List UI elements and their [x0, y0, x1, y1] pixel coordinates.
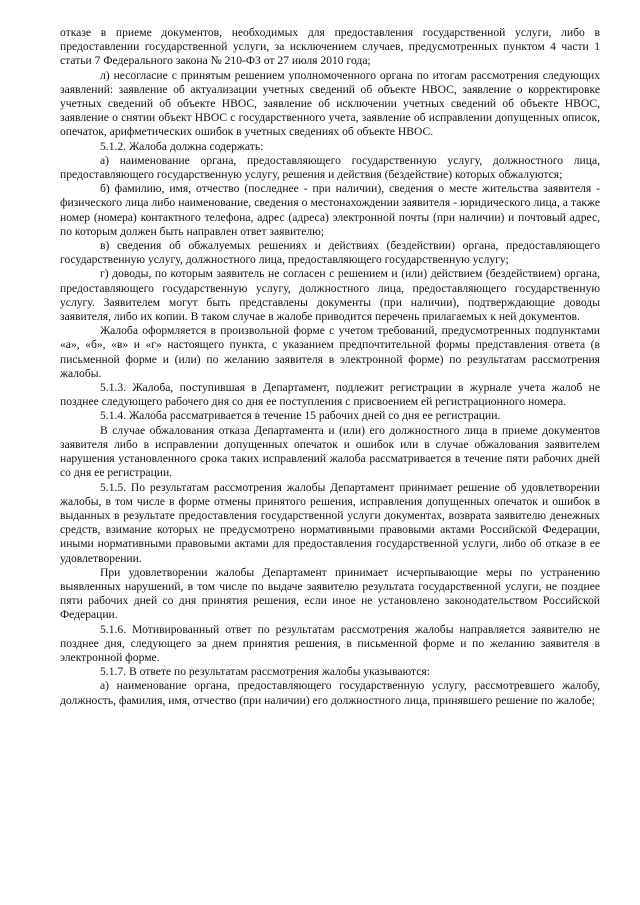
paragraph-5-1-3: 5.1.3. Жалоба, поступившая в Департамент, подлежит регистрации в журнале учета жалоб не позднее следующего рабочего дня со дня ее поступления с присвоением ей регистрационного номера.	[60, 381, 600, 409]
paragraph-5-1-2-v: в) сведения об обжалуемых решениях и действиях (бездействии) органа, предоставляющего государственную услугу, должностного лица, предоставляющего государственную услугу;	[60, 239, 600, 267]
paragraph-5-1-2-g: г) доводы, по которым заявитель не согласен с решением и (или) действием (бездействием) органа, предоставляющего государственную услугу, должностного лица, предоставляющего государственную услугу. Заявителем могут быть представлены документы (при наличии), подтверждающие доводы заявителя, либо их копии. В таком случае в жалобе приводится перечень прилагаемых к ней документов.	[60, 267, 600, 324]
document-page	[60, 26, 600, 708]
paragraph-5-1-7: 5.1.7. В ответе по результатам рассмотрения жалобы указываются:	[100, 665, 430, 679]
paragraph-complaint-form: Жалоба оформляется в произвольной форме с учетом требований, предусмотренных подпунктами «а», «б», «в» и «г» настоящего пункта, с указанием предпочтительной формы представления ответа (в письменной форме и (или) по желанию заявителя в электронной форме) по результатам рассмотрения жалобы.	[60, 324, 600, 380]
paragraph-5-1-2-b: б) фамилию, имя, отчество (последнее - при наличии), сведения о месте жительства заявителя - физического лица либо наименование, сведения о местонахождении заявителя - юридического лица, а также номер (номера) контактного телефона, адрес (адреса) электронной почты (при наличии) и почтовый адрес, по которым должен быть направлен ответ заявителю;	[60, 182, 600, 238]
paragraph-satisfaction-measures: При удовлетворении жалобы Департамент принимает исчерпывающие меры по устранению выявленных нарушений, в том числе по выдаче заявителю результата государственной услуги, не позднее пяти рабочих дней со дня принятия решения, если иное не установлено законодательством Российской Федерации.	[60, 565, 600, 622]
paragraph-5-1-2-a: а) наименование органа, предоставляющего государственную услугу, должностного лица, предоставляющего государственную услугу, решения и действия (бездействие) которых обжалуются;	[60, 153, 600, 182]
paragraph-item-l: л) несогласие с принятым решением уполномоченного органа по итогам рассмотрения следующих заявлений: заявление об актуализации учетных сведений об объекте НВОС, заявление о корректировке учетных сведений об объекте НВОС, заявление об исключении учетных сведений об объекте НВОС, заявление о снятии объект НВОС с государственного учета, заявление об исправлении допущенных описок, опечаток, арифметических ошибок в учетных сведениях об объекте НВОС.	[60, 68, 600, 139]
paragraph-refusal-continuation: отказе в приеме документов, необходимых для предоставления государственной услуги, либо в предоставлении государственной услуги, за исключением случаев, предусмотренных пунктом 4 части 1 статьи 7 Федерального закона № 210-ФЗ от 27 июля 2010 года;	[60, 26, 600, 68]
paragraph-5-1-5: 5.1.5. По результатам рассмотрения жалобы Департамент принимает решение об удовлетворении жалобы, в том числе в форме отмены принятого решения, исправления допущенных опечаток и ошибок в выданных в результате предоставления государственной услуги документах, возврата заявителю денежных средств, взимание которых не предусмотрено нормативными правовыми актами Российской Федерации, иными нормативными правовыми актами для предоставления государственной услуги, либо об отказе в ее удовлетворении.	[60, 480, 600, 565]
paragraph-refusal-appeal: В случае обжалования отказа Департамента и (или) его должностного лица в приеме документов заявителя либо в исправлении допущенных опечаток и ошибок или в случае обжалования заявителем нарушения установленного срока таких исправлений жалоба рассматривается в течение пяти рабочих дней со дня ее регистрации.	[60, 423, 600, 480]
paragraph-5-1-4: 5.1.4. Жалоба рассматривается в течение 15 рабочих дней со дня ее регистрации.	[100, 409, 501, 423]
paragraph-5-1-7-a: а) наименование органа, предоставляющего государственную услугу, рассмотревшего жалобу, должность, фамилия, имя, отчество (при наличии) его должностного лица, принявшего решение по жалобе;	[60, 679, 600, 707]
paragraph-5-1-2: 5.1.2. Жалоба должна содержать:	[100, 139, 264, 153]
paragraph-5-1-6: 5.1.6. Мотивированный ответ по результатам рассмотрения жалобы направляется заявителю не позднее дня, следующего за днем принятия решения, в письменной форме и по желанию заявителя в электронной форме.	[60, 622, 600, 664]
